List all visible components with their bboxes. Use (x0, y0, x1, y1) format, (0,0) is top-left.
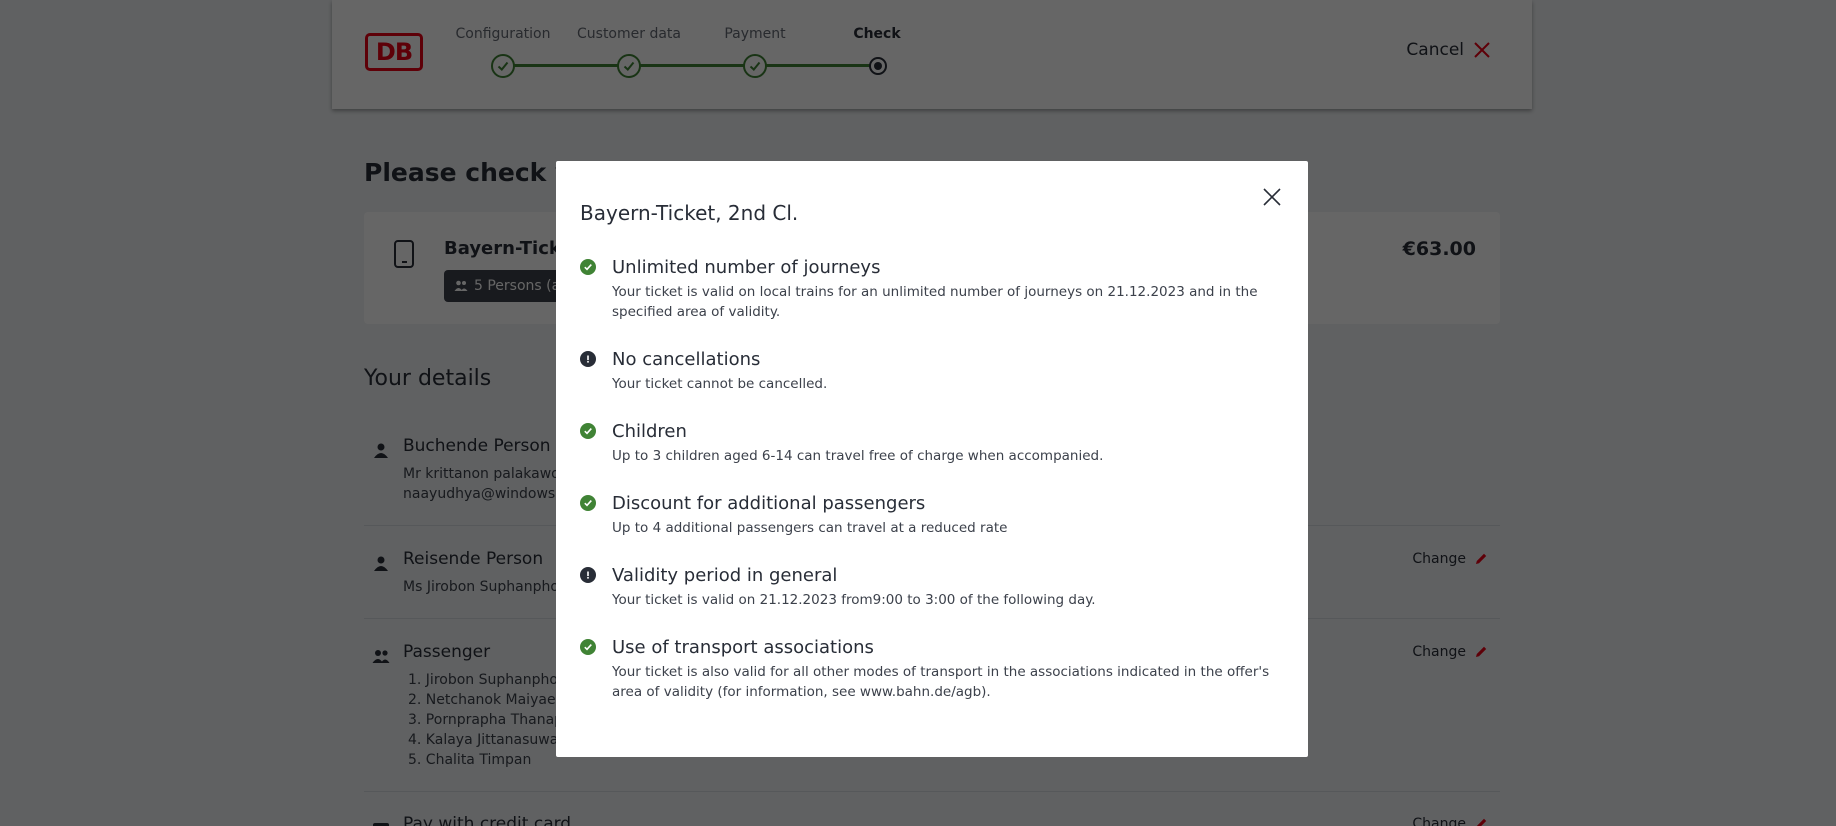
exclamation-circle-icon (580, 567, 596, 583)
ticket-features-list (580, 256, 1280, 728)
dialog-title: Bayern-Ticket, 2nd Cl. (580, 201, 799, 225)
check-circle-icon (580, 495, 596, 511)
feature-additional-passengers: Discount for additional passengers Up to 4 additional passengers can travel at a reduced rate (580, 492, 1280, 564)
close-icon (1262, 187, 1282, 207)
ticket-info-dialog (556, 161, 1308, 757)
close-dialog-button[interactable] (1258, 183, 1286, 211)
check-circle-icon (580, 639, 596, 655)
feature-no-cancellations: No cancellations Your ticket cannot be cancelled. (580, 348, 1280, 420)
exclamation-circle-icon (580, 351, 596, 367)
feature-children: Children Up to 3 children aged 6-14 can travel free of charge when accompanied. (580, 420, 1280, 492)
check-circle-icon (580, 423, 596, 439)
feature-transport-associations: Use of transport associations Your ticket is also valid for all other modes of transport in the associations indicated in the offer's area of validity (for information, see www.bahn.de/agb). (580, 636, 1280, 728)
check-circle-icon (580, 259, 596, 275)
feature-validity-period: Validity period in general Your ticket is valid on 21.12.2023 from9:00 to 3:00 of the following day. (580, 564, 1280, 636)
feature-unlimited-journeys: Unlimited number of journeys Your ticket is valid on local trains for an unlimited number of journeys on 21.12.2023 and in the specified area of validity. (580, 256, 1280, 348)
